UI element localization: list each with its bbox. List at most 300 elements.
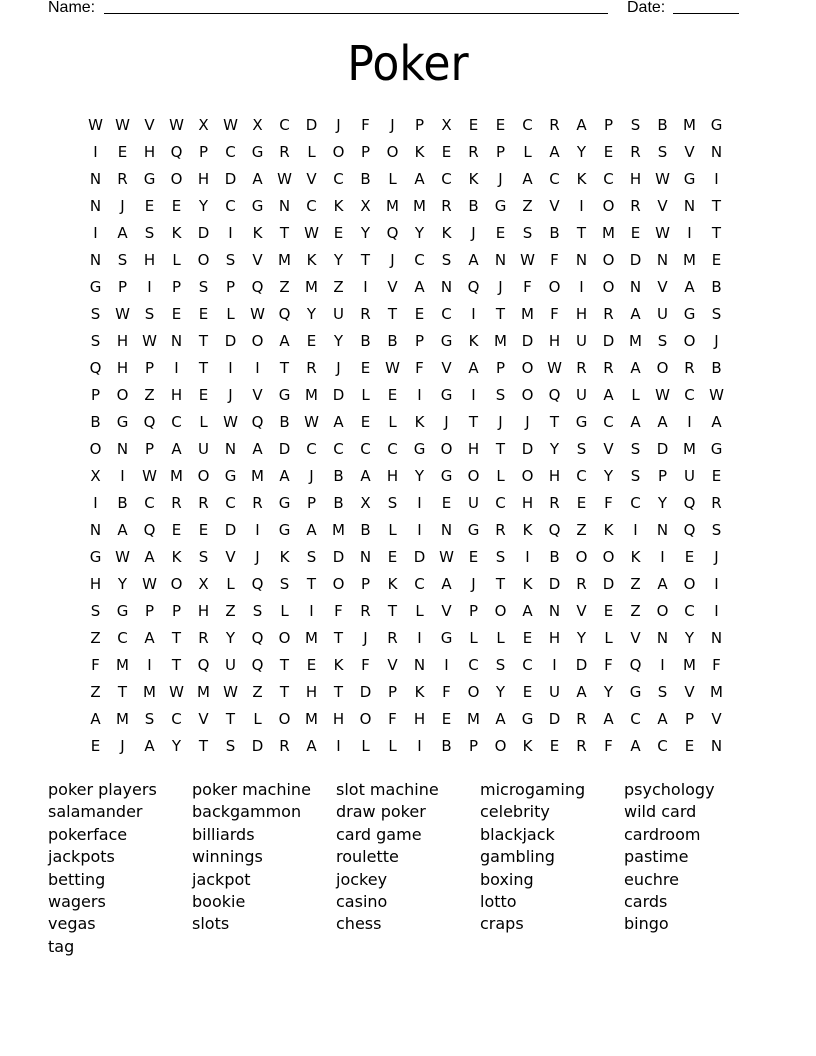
grid-cell: S bbox=[387, 494, 398, 512]
grid-cell: D bbox=[224, 170, 237, 188]
grid-cell: R bbox=[576, 359, 587, 377]
grid-cell: N bbox=[89, 197, 102, 215]
grid-cell: C bbox=[657, 737, 668, 755]
word-list-item: psychology bbox=[624, 780, 715, 799]
grid-cell: F bbox=[91, 656, 100, 674]
grid-cell: L bbox=[631, 386, 640, 404]
grid-cell: Q bbox=[251, 629, 264, 647]
grid-cell: C bbox=[576, 467, 587, 485]
grid-cell: T bbox=[171, 629, 182, 647]
grid-cell: E bbox=[90, 737, 101, 755]
grid-cell: J bbox=[309, 467, 314, 485]
grid-cell: M bbox=[494, 332, 507, 350]
grid-cell: G bbox=[143, 170, 156, 188]
grid-cell: X bbox=[441, 116, 452, 134]
grid-cell: L bbox=[361, 737, 370, 755]
grid-cell: F bbox=[604, 737, 613, 755]
grid-cell: G bbox=[278, 386, 291, 404]
grid-cell: H bbox=[116, 332, 129, 350]
grid-cell: O bbox=[332, 575, 345, 593]
word-search-grid bbox=[82, 112, 730, 760]
grid-cell: O bbox=[521, 386, 534, 404]
grid-cell: E bbox=[306, 656, 317, 674]
grid-cell: C bbox=[495, 494, 506, 512]
grid-cell: P bbox=[684, 710, 695, 728]
grid-cell: O bbox=[251, 332, 264, 350]
grid-cell: T bbox=[198, 737, 209, 755]
word-list-item: boxing bbox=[480, 869, 534, 889]
grid-cell: J bbox=[255, 548, 260, 566]
grid-cell: M bbox=[521, 305, 534, 323]
grid-cell: G bbox=[278, 494, 291, 512]
grid-cell: M bbox=[710, 683, 723, 701]
grid-cell: G bbox=[440, 332, 453, 350]
grid-cell: G bbox=[251, 143, 264, 161]
grid-cell: A bbox=[279, 467, 290, 485]
grid-cell: S bbox=[144, 224, 155, 242]
grid-cell: C bbox=[630, 494, 641, 512]
grid-cell: T bbox=[279, 224, 290, 242]
grid-cell: S bbox=[711, 305, 722, 323]
grid-cell: P bbox=[360, 143, 371, 161]
grid-cell: O bbox=[548, 278, 561, 296]
grid-cell: C bbox=[522, 116, 533, 134]
grid-cell: R bbox=[171, 494, 182, 512]
grid-cell: I bbox=[633, 521, 638, 539]
word-list-item: poker players bbox=[48, 780, 157, 799]
grid-cell: Q bbox=[278, 305, 291, 323]
grid-cell: Y bbox=[414, 224, 425, 242]
grid-cell: N bbox=[89, 521, 102, 539]
grid-cell: L bbox=[280, 602, 289, 620]
grid-cell: O bbox=[467, 683, 480, 701]
grid-cell: R bbox=[306, 359, 317, 377]
grid-cell: J bbox=[498, 170, 503, 188]
grid-cell: P bbox=[495, 143, 506, 161]
grid-cell: C bbox=[684, 386, 695, 404]
grid-cell: H bbox=[143, 143, 156, 161]
grid-cell: Z bbox=[279, 278, 290, 296]
grid-cell: R bbox=[603, 359, 614, 377]
grid-cell: B bbox=[549, 548, 560, 566]
grid-cell: O bbox=[575, 548, 588, 566]
grid-cell: P bbox=[603, 116, 614, 134]
grid-cell: S bbox=[90, 305, 101, 323]
grid-cell: W bbox=[169, 116, 184, 134]
grid-cell: U bbox=[576, 386, 587, 404]
grid-cell: R bbox=[630, 143, 641, 161]
grid-cell: Q bbox=[143, 521, 156, 539]
grid-cell: O bbox=[683, 332, 696, 350]
grid-cell: P bbox=[468, 602, 479, 620]
grid-cell: K bbox=[171, 224, 182, 242]
grid-cell: M bbox=[467, 710, 480, 728]
grid-cell: T bbox=[333, 683, 344, 701]
grid-cell: D bbox=[548, 575, 561, 593]
grid-cell: O bbox=[440, 440, 453, 458]
grid-cell: W bbox=[547, 359, 562, 377]
grid-cell: K bbox=[252, 224, 263, 242]
grid-cell: C bbox=[549, 170, 560, 188]
grid-cell: I bbox=[147, 278, 152, 296]
grid-cell: T bbox=[468, 413, 479, 431]
grid-cell: H bbox=[116, 359, 129, 377]
word-list-empty-slot bbox=[192, 936, 336, 958]
grid-cell: T bbox=[333, 629, 344, 647]
grid-cell: J bbox=[471, 224, 476, 242]
grid-cell: A bbox=[144, 737, 155, 755]
grid-cell: A bbox=[441, 575, 452, 593]
grid-cell: O bbox=[656, 602, 669, 620]
grid-cell: C bbox=[603, 170, 614, 188]
grid-cell: B bbox=[360, 332, 371, 350]
grid-cell: H bbox=[143, 251, 156, 269]
grid-cell: W bbox=[520, 251, 535, 269]
grid-cell: R bbox=[441, 197, 452, 215]
grid-cell: V bbox=[684, 683, 695, 701]
grid-cell: W bbox=[88, 116, 103, 134]
grid-cell: T bbox=[279, 656, 290, 674]
grid-cell: M bbox=[116, 710, 129, 728]
grid-cell: A bbox=[603, 386, 614, 404]
grid-cell: E bbox=[333, 224, 344, 242]
grid-cell: J bbox=[498, 278, 503, 296]
grid-cell: D bbox=[224, 332, 237, 350]
grid-cell: Y bbox=[684, 629, 695, 647]
grid-cell: E bbox=[441, 494, 452, 512]
grid-cell: Y bbox=[495, 683, 506, 701]
grid-cell: D bbox=[332, 386, 345, 404]
grid-cell: Z bbox=[90, 629, 101, 647]
grid-cell: E bbox=[306, 332, 317, 350]
grid-cell: P bbox=[117, 278, 128, 296]
grid-cell: M bbox=[278, 251, 291, 269]
word-list-item: roulette bbox=[336, 847, 399, 867]
date-label: Date: bbox=[627, 0, 666, 16]
word-list-item: jackpots bbox=[48, 847, 115, 867]
grid-cell: K bbox=[576, 170, 587, 188]
grid-cell: N bbox=[440, 521, 453, 539]
grid-cell: A bbox=[549, 143, 560, 161]
grid-cell: V bbox=[549, 197, 560, 215]
grid-cell: Z bbox=[252, 683, 263, 701]
grid-cell: N bbox=[548, 602, 561, 620]
grid-cell: O bbox=[197, 467, 210, 485]
grid-cell: F bbox=[550, 251, 559, 269]
word-list-item: salamander bbox=[48, 802, 143, 822]
word-list-item: casino bbox=[336, 891, 388, 911]
grid-cell: G bbox=[629, 683, 642, 701]
grid-cell: M bbox=[683, 251, 696, 269]
grid-cell: O bbox=[521, 467, 534, 485]
grid-cell: S bbox=[657, 332, 668, 350]
grid-cell: V bbox=[684, 143, 695, 161]
grid-cell: A bbox=[657, 413, 668, 431]
grid-cell: E bbox=[198, 521, 209, 539]
grid-cell: V bbox=[252, 386, 263, 404]
grid-cell: V bbox=[306, 170, 317, 188]
grid-cell: I bbox=[174, 359, 179, 377]
grid-cell: Z bbox=[144, 386, 155, 404]
grid-cell: D bbox=[521, 440, 534, 458]
grid-cell: D bbox=[656, 440, 669, 458]
grid-cell: N bbox=[656, 629, 669, 647]
grid-cell: D bbox=[278, 440, 291, 458]
grid-cell: K bbox=[603, 521, 614, 539]
grid-cell: S bbox=[90, 332, 101, 350]
grid-cell: Y bbox=[171, 737, 182, 755]
grid-cell: V bbox=[387, 656, 398, 674]
grid-cell: J bbox=[336, 116, 341, 134]
grid-cell: X bbox=[252, 116, 263, 134]
grid-cell: T bbox=[711, 197, 722, 215]
grid-cell: V bbox=[711, 710, 722, 728]
grid-cell: J bbox=[390, 116, 395, 134]
grid-cell: L bbox=[388, 737, 397, 755]
word-list-item: chess bbox=[336, 914, 382, 934]
grid-cell: S bbox=[225, 251, 236, 269]
grid-cell: Y bbox=[360, 224, 371, 242]
grid-cell: Q bbox=[143, 413, 156, 431]
grid-cell: H bbox=[521, 494, 534, 512]
grid-cell: A bbox=[495, 710, 506, 728]
word-list-item: wild card bbox=[624, 802, 697, 822]
grid-cell: E bbox=[414, 305, 425, 323]
grid-cell: P bbox=[306, 494, 317, 512]
word-list-item: poker machine bbox=[192, 780, 311, 799]
grid-cell: O bbox=[89, 440, 102, 458]
grid-cell: X bbox=[360, 197, 371, 215]
grid-cell: N bbox=[224, 440, 237, 458]
grid-cell: A bbox=[468, 251, 479, 269]
grid-cell: J bbox=[120, 197, 125, 215]
word-list-item: backgammon bbox=[192, 802, 302, 822]
grid-cell: G bbox=[413, 440, 426, 458]
grid-cell: Q bbox=[683, 494, 696, 512]
grid-cell: C bbox=[279, 116, 290, 134]
grid-cell: G bbox=[494, 197, 507, 215]
grid-cell: E bbox=[630, 224, 641, 242]
grid-cell: N bbox=[359, 548, 372, 566]
grid-cell: B bbox=[333, 467, 344, 485]
grid-cell: G bbox=[440, 386, 453, 404]
word-list-item: gambling bbox=[480, 847, 555, 867]
grid-cell: P bbox=[657, 467, 668, 485]
grid-cell: I bbox=[228, 224, 233, 242]
grid-cell: V bbox=[252, 251, 263, 269]
name-blank-line bbox=[104, 13, 608, 14]
grid-cell: O bbox=[602, 197, 615, 215]
grid-cell: G bbox=[89, 278, 102, 296]
grid-cell: S bbox=[657, 683, 668, 701]
word-list-item: tag bbox=[48, 936, 75, 956]
grid-cell: R bbox=[279, 737, 290, 755]
grid-cell: V bbox=[387, 278, 398, 296]
grid-cell: Y bbox=[576, 629, 587, 647]
grid-cell: F bbox=[415, 359, 424, 377]
grid-cell: W bbox=[115, 305, 130, 323]
grid-cell: I bbox=[552, 656, 557, 674]
grid-cell: M bbox=[305, 278, 318, 296]
grid-cell: O bbox=[683, 575, 696, 593]
word-list-item: cards bbox=[624, 891, 668, 911]
grid-cell: T bbox=[198, 332, 209, 350]
grid-cell: B bbox=[387, 332, 398, 350]
grid-cell: C bbox=[225, 143, 236, 161]
grid-cell: B bbox=[360, 521, 371, 539]
grid-cell: G bbox=[440, 467, 453, 485]
grid-cell: A bbox=[576, 116, 587, 134]
grid-cell: O bbox=[467, 467, 480, 485]
grid-cell: J bbox=[525, 413, 530, 431]
grid-cell: L bbox=[226, 575, 235, 593]
grid-cell: T bbox=[711, 224, 722, 242]
grid-cell: G bbox=[710, 116, 723, 134]
grid-cell: N bbox=[575, 251, 588, 269]
grid-cell: E bbox=[495, 116, 506, 134]
grid-cell: K bbox=[333, 656, 344, 674]
grid-cell: E bbox=[360, 413, 371, 431]
grid-cell: Y bbox=[333, 332, 344, 350]
grid-cell: W bbox=[385, 359, 400, 377]
word-list bbox=[48, 779, 768, 958]
grid-cell: L bbox=[361, 386, 370, 404]
grid-cell: M bbox=[143, 683, 156, 701]
grid-cell: I bbox=[363, 278, 368, 296]
grid-cell: I bbox=[417, 737, 422, 755]
grid-cell: A bbox=[279, 332, 290, 350]
word-list-item: cardroom bbox=[624, 824, 701, 844]
grid-cell: D bbox=[602, 575, 615, 593]
grid-cell: A bbox=[117, 521, 128, 539]
grid-cell: G bbox=[710, 440, 723, 458]
grid-cell: N bbox=[440, 278, 453, 296]
grid-cell: Q bbox=[251, 575, 264, 593]
grid-cell: E bbox=[441, 143, 452, 161]
grid-cell: N bbox=[629, 278, 642, 296]
grid-cell: E bbox=[198, 386, 209, 404]
grid-cell: Y bbox=[333, 251, 344, 269]
grid-cell: Q bbox=[683, 521, 696, 539]
grid-cell: I bbox=[93, 143, 98, 161]
grid-cell: U bbox=[576, 332, 587, 350]
grid-cell: D bbox=[224, 521, 237, 539]
grid-cell: D bbox=[251, 737, 264, 755]
grid-cell: A bbox=[657, 575, 668, 593]
word-list-item: pastime bbox=[624, 847, 689, 867]
grid-cell: C bbox=[171, 413, 182, 431]
grid-cell: F bbox=[604, 494, 613, 512]
grid-cell: N bbox=[278, 197, 291, 215]
grid-cell: I bbox=[444, 656, 449, 674]
grid-cell: R bbox=[117, 170, 128, 188]
grid-cell: S bbox=[144, 710, 155, 728]
grid-cell: R bbox=[684, 359, 695, 377]
grid-cell: R bbox=[576, 737, 587, 755]
grid-cell: I bbox=[147, 656, 152, 674]
grid-cell: W bbox=[223, 116, 238, 134]
grid-cell: V bbox=[576, 602, 587, 620]
grid-cell: O bbox=[521, 359, 534, 377]
grid-cell: M bbox=[602, 224, 615, 242]
grid-cell: O bbox=[197, 251, 210, 269]
grid-cell: A bbox=[630, 305, 641, 323]
grid-cell: A bbox=[360, 467, 371, 485]
grid-cell: X bbox=[360, 494, 371, 512]
grid-cell: M bbox=[386, 197, 399, 215]
grid-cell: P bbox=[495, 359, 506, 377]
grid-cell: R bbox=[549, 494, 560, 512]
grid-cell: A bbox=[252, 170, 263, 188]
grid-cell: B bbox=[117, 494, 128, 512]
grid-cell: I bbox=[579, 278, 584, 296]
grid-cell: Q bbox=[548, 386, 561, 404]
header-row bbox=[48, 0, 748, 19]
grid-cell: F bbox=[361, 116, 370, 134]
grid-cell: W bbox=[655, 386, 670, 404]
grid-cell: D bbox=[332, 548, 345, 566]
grid-cell: O bbox=[494, 737, 507, 755]
grid-cell: Y bbox=[603, 683, 614, 701]
word-list-item: jackpot bbox=[192, 869, 251, 889]
grid-cell: Y bbox=[657, 494, 668, 512]
grid-cell: C bbox=[468, 656, 479, 674]
grid-cell: N bbox=[656, 251, 669, 269]
grid-cell: I bbox=[471, 305, 476, 323]
grid-cell: Y bbox=[306, 305, 317, 323]
grid-cell: L bbox=[469, 629, 478, 647]
grid-cell: F bbox=[388, 710, 397, 728]
grid-cell: A bbox=[657, 710, 668, 728]
grid-cell: W bbox=[250, 305, 265, 323]
grid-cell: B bbox=[549, 224, 560, 242]
grid-cell: C bbox=[441, 305, 452, 323]
grid-cell: A bbox=[630, 737, 641, 755]
grid-cell: O bbox=[278, 629, 291, 647]
grid-cell: X bbox=[90, 467, 101, 485]
grid-cell: C bbox=[630, 710, 641, 728]
grid-cell: K bbox=[522, 737, 533, 755]
grid-cell: B bbox=[360, 170, 371, 188]
word-list-item: wagers bbox=[48, 891, 106, 911]
grid-cell: A bbox=[414, 170, 425, 188]
grid-cell: K bbox=[171, 548, 182, 566]
grid-cell: W bbox=[223, 683, 238, 701]
grid-cell: K bbox=[630, 548, 641, 566]
grid-cell: N bbox=[116, 440, 129, 458]
grid-cell: E bbox=[522, 683, 533, 701]
grid-cell: Z bbox=[333, 278, 344, 296]
grid-cell: L bbox=[496, 467, 505, 485]
grid-cell: Z bbox=[630, 575, 641, 593]
grid-cell: K bbox=[333, 197, 344, 215]
grid-cell: W bbox=[439, 548, 454, 566]
grid-cell: A bbox=[603, 710, 614, 728]
grid-cell: U bbox=[657, 305, 668, 323]
grid-cell: Z bbox=[225, 602, 236, 620]
word-list-item: card game bbox=[336, 824, 422, 844]
grid-cell: L bbox=[388, 413, 397, 431]
grid-cell: E bbox=[171, 197, 182, 215]
grid-cell: H bbox=[332, 710, 345, 728]
grid-cell: T bbox=[279, 359, 290, 377]
word-list-item: craps bbox=[480, 914, 524, 934]
grid-cell: I bbox=[417, 629, 422, 647]
grid-cell: C bbox=[333, 170, 344, 188]
grid-cell: E bbox=[171, 305, 182, 323]
grid-cell: W bbox=[169, 683, 184, 701]
grid-cell: R bbox=[198, 629, 209, 647]
